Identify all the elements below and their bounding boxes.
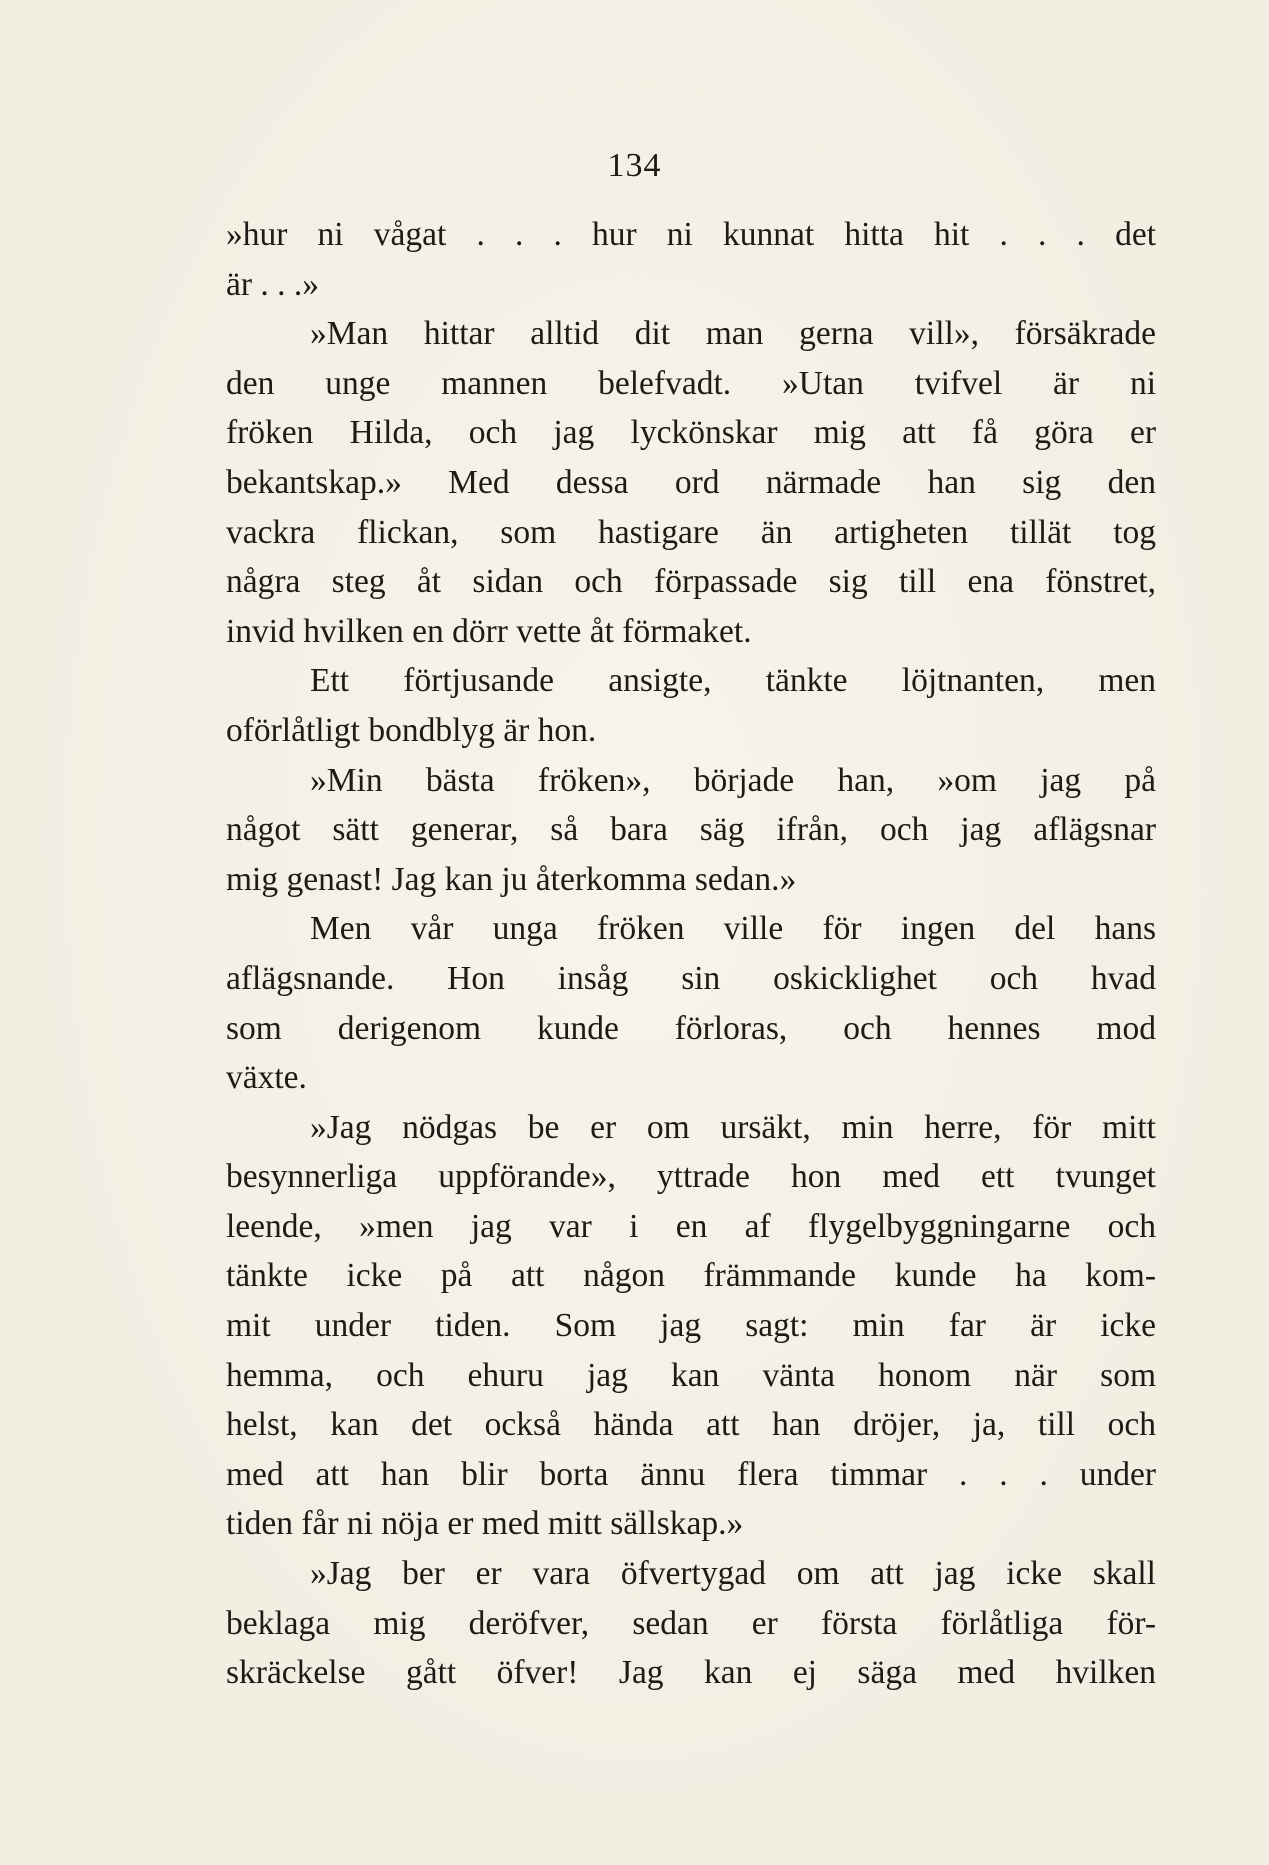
text-line: »Min bästa fröken», började han, »om jag på [310, 761, 1156, 799]
text-line: något sätt generar, så bara säg ifrån, och jag aflägsnar [226, 811, 1156, 849]
paragraph [226, 309, 1156, 656]
text-line: »Jag nödgas be er om ursäkt, min herre, för mitt [310, 1108, 1156, 1146]
text-line: Ett förtjusande ansigte, tänkte löjtnanten, men [310, 662, 1156, 700]
body-text [226, 210, 1156, 1698]
paragraph [226, 210, 1156, 309]
text-line: tänkte icke på att någon främmande kunde ha kom- [226, 1257, 1156, 1295]
text-line: bekantskap.» Med dessa ord närmade han sig den [226, 463, 1156, 501]
text-line: mit under tiden. Som jag sagt: min far är icke [226, 1307, 1156, 1345]
text-line: som derigenom kunde förloras, och hennes mod [226, 1009, 1156, 1047]
text-line: helst, kan det också hända att han dröjer, ja, till och [226, 1406, 1156, 1444]
text-line: vackra flickan, som hastigare än artigheten tillät tog [226, 513, 1156, 551]
text-line: växte. [226, 1059, 307, 1097]
text-line: Men vår unga fröken ville för ingen del hans [310, 910, 1156, 948]
text-line: tiden får ni nöja er med mitt sällskap.» [226, 1505, 744, 1543]
page-number: 134 [607, 147, 662, 184]
text-line: fröken Hilda, och jag lyckönskar mig att få göra er [226, 414, 1156, 452]
paragraph [226, 1549, 1156, 1698]
text-line: är . . .» [226, 265, 320, 303]
text-line: skräckelse gått öfver! Jag kan ej säga med hvilken [226, 1654, 1156, 1692]
paragraph [226, 904, 1156, 1102]
text-line: »Man hittar alltid dit man gerna vill», försäkrade [310, 315, 1156, 353]
text-line: oförlåtligt bondblyg är hon. [226, 711, 597, 749]
text-line: den unge mannen belefvadt. »Utan tvifvel är ni [226, 364, 1156, 402]
text-line: »Jag ber er vara öfvertygad om att jag icke skall [310, 1555, 1156, 1593]
paragraph [226, 756, 1156, 905]
paragraph [226, 1103, 1156, 1549]
text-line: med att han blir borta ännu flera timmar . . . under [226, 1455, 1156, 1493]
text-line: hemma, och ehuru jag kan vänta honom när som [226, 1356, 1156, 1394]
paragraph [226, 656, 1156, 755]
text-line: några steg åt sidan och förpassade sig till ena fönstret, [226, 563, 1156, 601]
text-line: »hur ni vågat . . . hur ni kunnat hitta hit . . . det [226, 216, 1156, 253]
text-line: mig genast! Jag kan ju återkomma sedan.» [226, 860, 797, 898]
text-line: beklaga mig deröfver, sedan er första förlåtliga för- [226, 1604, 1156, 1642]
text-line: leende, »men jag var i en af flygelbyggningarne och [226, 1207, 1156, 1245]
text-line: aflägsnande. Hon insåg sin oskicklighet och hvad [226, 959, 1156, 997]
text-line: besynnerliga uppförande», yttrade hon med ett tvunget [226, 1158, 1156, 1196]
text-line: invid hvilken en dörr vette åt förmaket. [226, 612, 752, 650]
